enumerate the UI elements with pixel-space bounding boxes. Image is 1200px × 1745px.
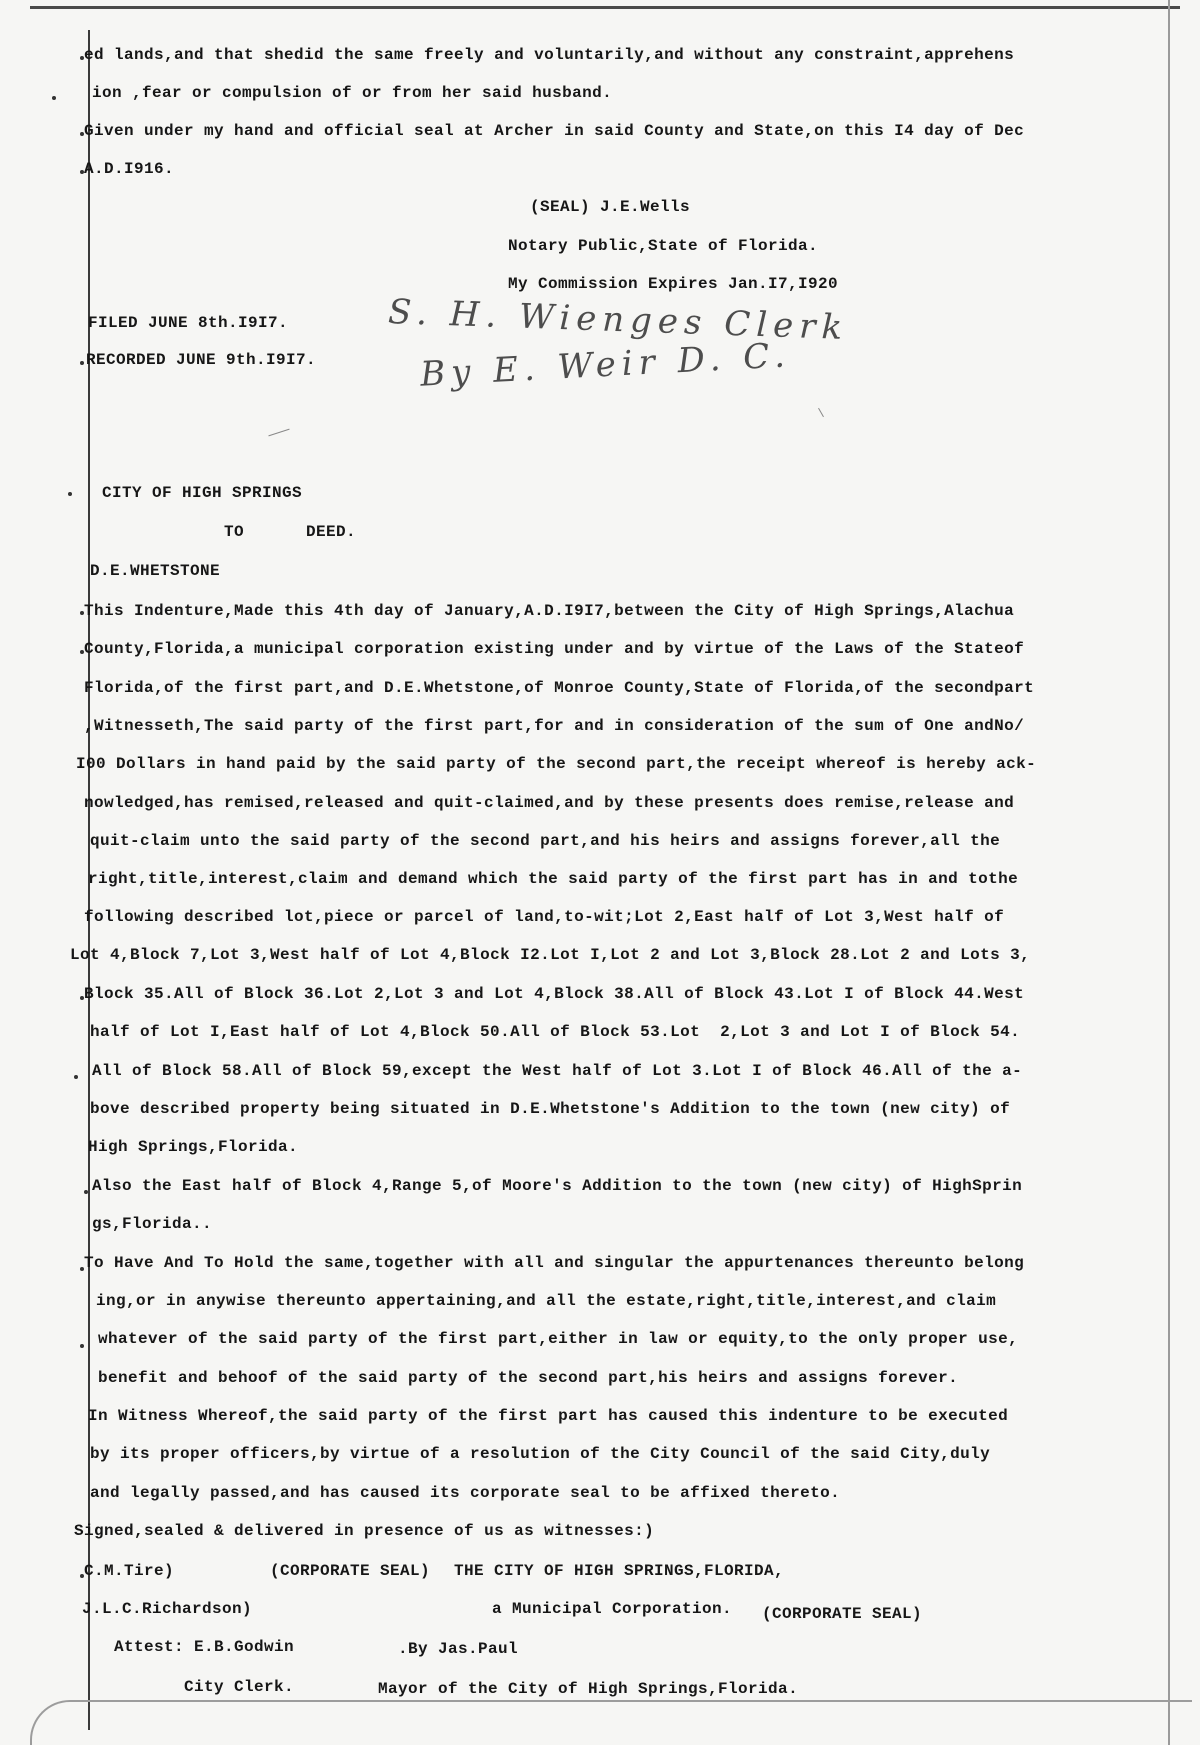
acknowledgment-line: A.D.I916. [84,160,175,178]
margin-dot [80,1344,84,1348]
deed-body-line: Block 35.All of Block 36.Lot 2,Lot 3 and Lot 4,Block 38.All of Block 43.Lot I of Block 44.West [84,985,1025,1003]
notary-commission: My Commission Expires Jan.I7,I920 [508,275,839,293]
witness-two: J.L.C.Richardson) [82,1600,253,1618]
deed-body-line: Florida,of the first part,and D.E.Whetstone,of Monroe County,State of Florida,of the secondpart [84,679,1035,697]
deed-body-line: quit-claim unto the said party of the second part,and his heirs and assigns forever,all the [90,832,1001,850]
deed-type: DEED. [306,523,357,541]
deed-body-line: half of Lot I,East half of Lot 4,Block 50.All of Block 53.Lot 2,Lot 3 and Lot I of Block 54. [90,1023,1021,1041]
deed-body-line: by its proper officers,by virtue of a resolution of the City Council of the said City,duly [90,1445,991,1463]
stray-mark [818,408,824,417]
deed-body-line: right,title,interest,claim and demand which the said party of the first part has in and tothe [88,870,1019,888]
clerk-signature-line1: S. H. Wienges Clerk [387,291,849,349]
deed-body-line: following described lot,piece or parcel of land,to-wit;Lot 2,East half of Lot 3,West half of [84,908,1005,926]
deed-body-line: I00 Dollars in hand paid by the said party of the second part,the receipt whereof is hereby ack- [76,755,1037,773]
attest-line: Attest: E.B.Godwin [114,1638,295,1656]
margin-dot [84,1190,88,1194]
deed-body-line: All of Block 58.All of Block 59,except the West half of Lot 3.Lot I of Block 46.All of the a- [92,1062,1023,1080]
city-name: THE CITY OF HIGH SPRINGS,FLORIDA, [454,1562,785,1580]
recorded-date: RECORDED JUNE 9th.I9I7. [86,351,317,369]
stray-mark [268,429,289,437]
corporate-seal-label: (CORPORATE SEAL) [270,1562,431,1580]
filed-date: FILED JUNE 8th.I9I7. [88,314,289,332]
margin-dot [68,492,72,496]
acknowledgment-line: ion ,fear or compulsion of or from her said husband. [92,84,613,102]
deed-body-line: Signed,sealed & delivered in presence of us as witnesses:) [74,1522,655,1540]
deed-body-line: benefit and behoof of the said party of the second part,his heirs and assigns forever. [98,1369,959,1387]
deed-body-line: gs,Florida.. [92,1215,213,1233]
city-clerk-title: City Clerk. [184,1678,295,1696]
deed-body-line: County,Florida,a municipal corporation existing under and by virtue of the Laws of the Stateof [84,640,1025,658]
deed-body-line: High Springs,Florida. [88,1138,299,1156]
by-mayor: .By Jas.Paul [398,1640,519,1658]
notary-title: Notary Public,State of Florida. [508,237,819,255]
deed-to: TO [224,523,245,541]
deed-body-line: To Have And To Hold the same,together with all and singular the appurtenances thereunto belong [84,1254,1025,1272]
deed-body-line: whatever of the said party of the first part,either in law or equity,to the only proper use, [98,1330,1019,1348]
notary-signature: (SEAL) J.E.Wells [530,198,691,216]
deed-body-line: Lot 4,Block 7,Lot 3,West half of Lot 4,Block I2.Lot I,Lot 2 and Lot 3,Block 28.Lot 2 and Lots 3, [70,946,1031,964]
deed-body-line: ing,or in anywise thereunto appertaining,and all the estate,right,title,interest,and claim [96,1292,997,1310]
right-edge-rule [1168,0,1170,1745]
top-rule [30,6,1180,9]
municipal-corporation: a Municipal Corporation. [492,1600,733,1618]
page-curl [30,1700,1192,1745]
deed-body-line: This Indenture,Made this 4th day of January,A.D.I9I7,between the City of High Springs,Alachua [84,602,1015,620]
margin-dot [74,1075,78,1079]
acknowledgment-line: Given under my hand and official seal at Archer in said County and State,on this I4 day of Dec [84,122,1025,140]
margin-dot [52,96,56,100]
deed-body-line: bove described property being situated in D.E.Whetstone's Addition to the town (new city) of [90,1100,1011,1118]
mayor-title: Mayor of the City of High Springs,Florida. [378,1680,799,1698]
clerk-signature-line2: By E. Weir D. C. [419,335,792,395]
acknowledgment-line: ed lands,and that shedid the same freely and voluntarily,and without any constraint,apprehens [84,46,1015,64]
deed-body-line: In Witness Whereof,the said party of the first part has caused this indenture to be executed [88,1407,1009,1425]
corporate-seal-label: (CORPORATE SEAL) [762,1605,923,1623]
deed-grantee: D.E.WHETSTONE [90,562,221,580]
witness-one: C.M.Tire) [84,1562,175,1580]
deed-body-line: and legally passed,and has caused its corporate seal to be affixed thereto. [90,1484,841,1502]
deed-body-line: Also the East half of Block 4,Range 5,of Moore's Addition to the town (new city) of HighSprin [92,1177,1023,1195]
deed-body-line: ,Witnesseth,The said party of the first part,for and in consideration of the sum of One andNo/ [84,717,1025,735]
deed-grantor: CITY OF HIGH SPRINGS [102,484,303,502]
deed-body-line: nowledged,has remised,released and quit-claimed,and by these presents does remise,release and [84,794,1015,812]
margin-dot [80,361,84,365]
